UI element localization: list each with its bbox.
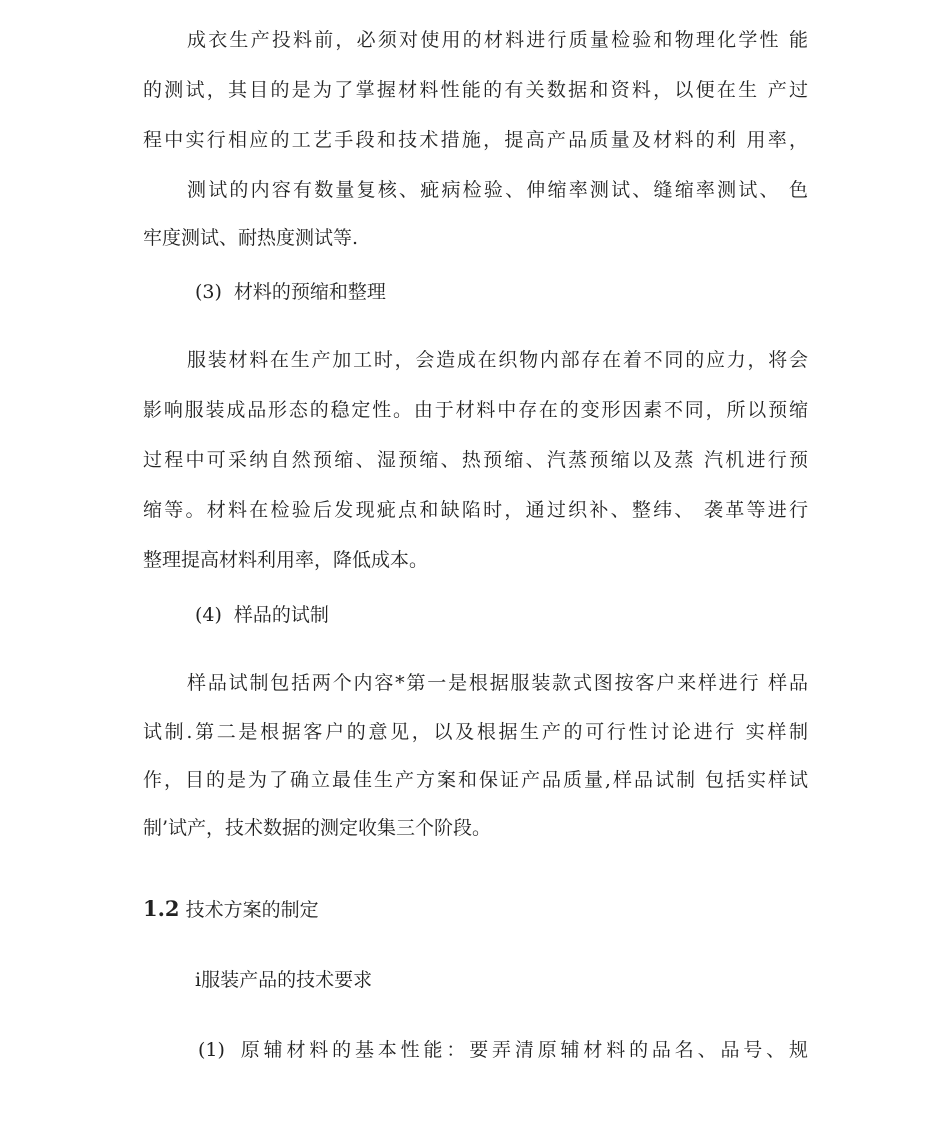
subheading-3-number: (3) <box>195 281 222 303</box>
paragraph-3-line-2: 影响服装成品形态的稳定性。由于材料中存在的变形因素不同，所以预缩 <box>143 399 808 421</box>
subheading-4-number: (4) <box>195 604 222 626</box>
section-title: 技术方案的制定 <box>185 899 319 921</box>
paragraph-2-line-1: 测试的内容有数量复核、疵病检验、伸缩率测试、缝缩率测试、 色 <box>187 179 808 201</box>
list-item-1-number: (1) <box>198 1039 225 1061</box>
paragraph-1-line-1: 成衣生产投料前，必须对使用的材料进行质量检验和物理化学性 能 <box>187 29 808 51</box>
paragraph-2-line-2: 牢度测试、耐热度测试等. <box>143 227 359 249</box>
paragraph-4-line-3: 作，目的是为了确立最佳生产方案和保证产品质量,样品试制 包括实样试 <box>143 769 808 791</box>
sub-heading-requirements: i服装产品的技术要求 <box>195 969 373 991</box>
list-item-1 <box>198 1038 808 1062</box>
paragraph-1-line-3: 程中实行相应的工艺手段和技术措施，提高产品质量及材料的利 用率， <box>143 129 808 151</box>
section-heading <box>143 896 319 923</box>
paragraph-3-line-1: 服装材料在生产加工时，会造成在织物内部存在着不同的应力，将会 <box>187 349 808 371</box>
paragraph-4-line-2: 试制.第二是根据客户的意见，以及根据生产的可行性讨论进行 实样制 <box>143 721 808 743</box>
subheading-3-title: 材料的预缩和整理 <box>233 281 386 303</box>
paragraph-4-line-1: 样品试制包括两个内容*第一是根据服装款式图按客户来样进行 样品 <box>187 672 808 694</box>
section-number: 1.2 <box>143 896 180 921</box>
subheading-4-title: 样品的试制 <box>233 604 329 626</box>
paragraph-3-line-3: 过程中可采纳自然预缩、湿预缩、热预缩、汽蒸预缩以及蒸 汽机进行预 <box>143 449 808 471</box>
list-item-1-text: 原辅材料的基本性能：要弄清原辅材料的品名、品号、规 <box>236 1039 808 1061</box>
subheading-3 <box>195 280 386 304</box>
paragraph-4-line-4: 制’试产，技术数据的测定收集三个阶段。 <box>143 817 492 839</box>
paragraph-3-line-5: 整理提高材料利用率，降低成本。 <box>143 549 429 571</box>
subheading-4 <box>195 603 329 627</box>
paragraph-1-line-2: 的测试，其目的是为了掌握材料性能的有关数据和资料，以便在生 产过 <box>143 79 808 101</box>
paragraph-3-line-4: 缩等。材料在检验后发现疵点和缺陷时，通过织补、整纬、 袭革等进行 <box>143 499 808 521</box>
